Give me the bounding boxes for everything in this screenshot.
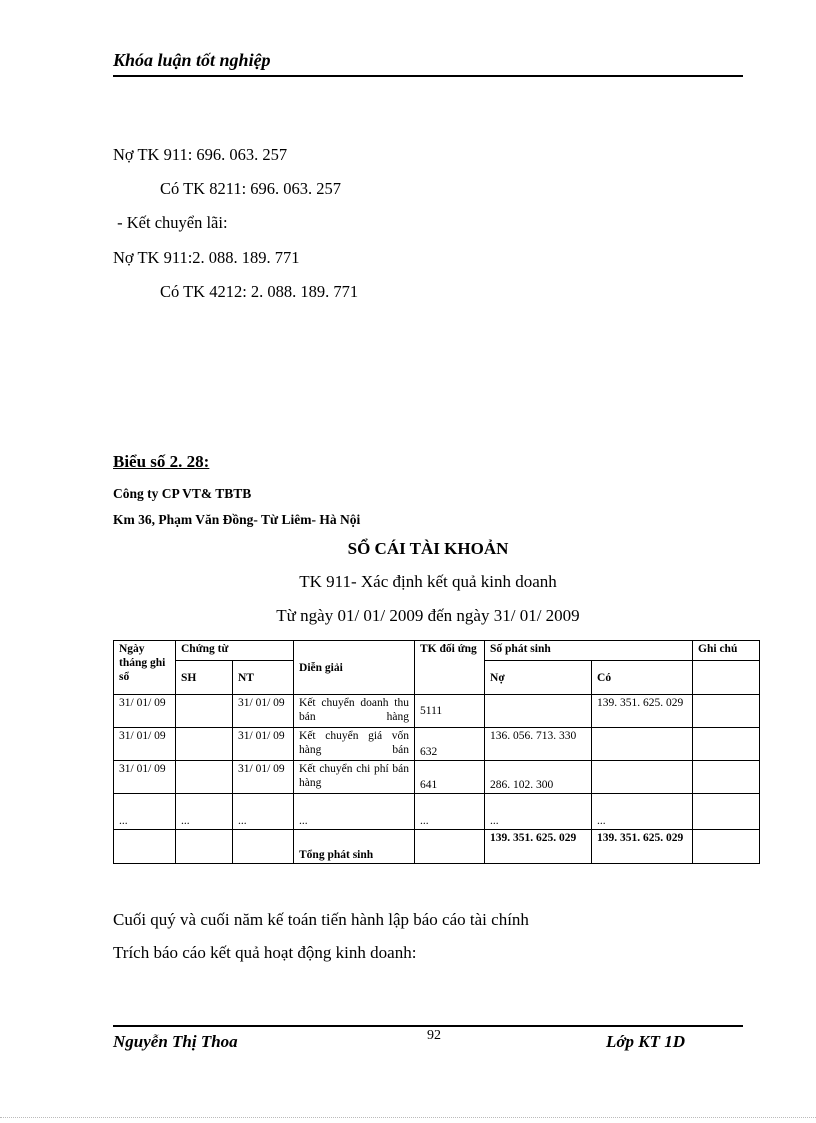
journal-line-4: Nợ TK 911:2. 088. 189. 771 (113, 248, 300, 267)
cell-description: Kết chuyển giá vốn hàng bán (294, 728, 415, 761)
figure-caption: Biểu số 2. 28: (113, 452, 210, 471)
journal-line-3: - Kết chuyển lãi: (113, 213, 228, 232)
cell-nt: 31/ 01/ 09 (233, 695, 294, 728)
journal-line-1: Nợ TK 911: 696. 063. 257 (113, 145, 288, 164)
footer-rule (113, 1025, 743, 1027)
col-header-debit: Nợ (485, 661, 592, 695)
cell-debit: 286. 102. 300 (485, 761, 592, 794)
col-header-credit: Có (592, 661, 693, 695)
col-header-voucher: Chứng từ (176, 641, 294, 661)
cell-debit (485, 695, 592, 728)
col-header-arising: Số phát sinh (485, 641, 693, 661)
cell-description: ... (294, 794, 415, 830)
cell-description: Kết chuyển doanh thu bán hàng (294, 695, 415, 728)
cell-counter-account: ... (415, 794, 485, 830)
total-row (114, 830, 760, 864)
cell-date: 31/ 01/ 09 (114, 761, 176, 794)
cell-empty (114, 830, 176, 864)
cell-credit (592, 761, 693, 794)
col-header-counter-account: TK đối ứng (415, 641, 485, 695)
cell-nt: ... (233, 794, 294, 830)
cell-empty (415, 830, 485, 864)
ledger-account: TK 911- Xác định kết quả kinh doanh (299, 572, 557, 591)
footer-author: Nguyễn Thị Thoa (113, 1032, 238, 1051)
table-row (114, 695, 760, 728)
cell-note (693, 728, 760, 761)
body-paragraph-2: Trích báo cáo kết quả hoạt động kinh doanh: (113, 943, 417, 962)
cell-note (693, 695, 760, 728)
cell-credit: ... (592, 794, 693, 830)
cell-credit (592, 728, 693, 761)
cell-sh (176, 761, 233, 794)
cell-debit: 136. 056. 713. 330 (485, 728, 592, 761)
cell-date: 31/ 01/ 09 (114, 728, 176, 761)
header-rule (113, 75, 743, 77)
header-title: Khóa luận tốt nghiệp (113, 50, 271, 70)
cell-counter-account: 641 (415, 761, 485, 794)
note-empty (693, 661, 760, 695)
page-edge (0, 1117, 816, 1118)
journal-line-2: Có TK 8211: 696. 063. 257 (160, 179, 342, 198)
col-header-description: Diễn giải (294, 641, 415, 695)
table-row (114, 794, 760, 830)
page-number: 92 (427, 1028, 441, 1043)
cell-counter-account: 5111 (415, 695, 485, 728)
col-header-date: Ngày tháng ghi sổ (114, 641, 176, 695)
journal-line-5: Có TK 4212: 2. 088. 189. 771 (160, 282, 359, 301)
cell-sh: ... (176, 794, 233, 830)
cell-counter-account: 632 (415, 728, 485, 761)
total-credit: 139. 351. 625. 029 (592, 830, 693, 864)
cell-note (693, 794, 760, 830)
table-row (114, 728, 760, 761)
col-header-nt: NT (233, 661, 294, 695)
company-name: Công ty CP VT& TBTB (113, 486, 252, 501)
body-paragraph-1: Cuối quý và cuối năm kế toán tiến hành lập báo cáo tài chính (113, 910, 529, 929)
cell-sh (176, 728, 233, 761)
table-row (114, 761, 760, 794)
total-debit: 139. 351. 625. 029 (485, 830, 592, 864)
ledger-title: SỔ CÁI TÀI KHOẢN (347, 539, 509, 558)
cell-nt: 31/ 01/ 09 (233, 728, 294, 761)
footer-class: Lớp KT 1D (606, 1032, 686, 1051)
cell-date: ... (114, 794, 176, 830)
ledger-date-range: Từ ngày 01/ 01/ 2009 đến ngày 31/ 01/ 2009 (276, 606, 580, 625)
cell-empty (693, 830, 760, 864)
cell-date: 31/ 01/ 09 (114, 695, 176, 728)
col-header-sh: SH (176, 661, 233, 695)
cell-empty (233, 830, 294, 864)
total-label: Tổng phát sinh (294, 830, 415, 864)
company-address: Km 36, Phạm Văn Đồng- Từ Liêm- Hà Nội (113, 512, 361, 527)
cell-sh (176, 695, 233, 728)
cell-credit: 139. 351. 625. 029 (592, 695, 693, 728)
cell-empty (176, 830, 233, 864)
cell-note (693, 761, 760, 794)
cell-nt: 31/ 01/ 09 (233, 761, 294, 794)
col-header-note: Ghi chú (693, 641, 760, 661)
cell-description: Kết chuyển chi phí bán hàng (294, 761, 415, 794)
ledger-table (113, 640, 760, 864)
cell-debit: ... (485, 794, 592, 830)
